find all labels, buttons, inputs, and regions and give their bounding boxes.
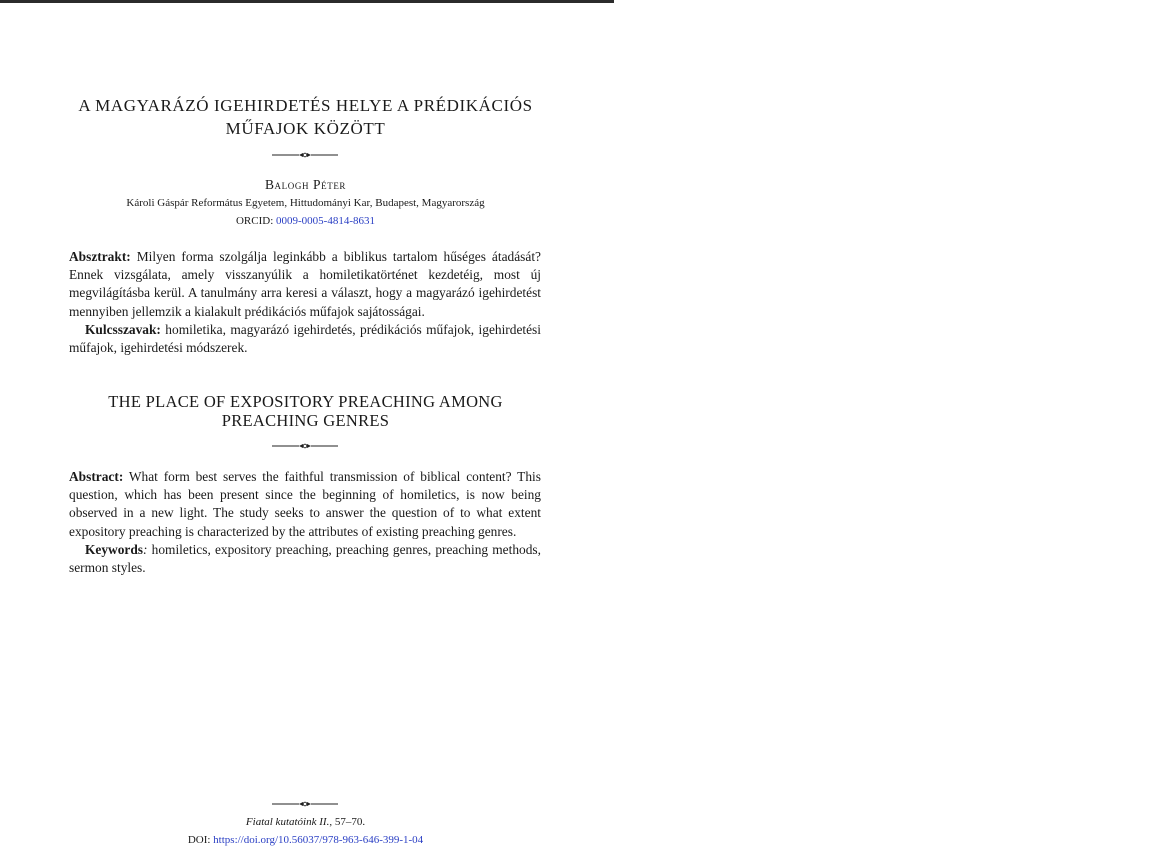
orcid-label: ORCID: — [235, 215, 277, 227]
english-keywords-label: Keywords — [85, 541, 144, 557]
english-title-line-1: THE PLACE OF EXPOSITORY PREACHING AMONG — [108, 392, 503, 411]
hungarian-abstract-label: Absztrakt: — [69, 249, 131, 264]
english-keywords-text: homiletics, expository preaching, preaching genres, preaching methods, sermon styles. — [69, 541, 541, 576]
hungarian-abstract-paragraph — [69, 248, 541, 321]
hungarian-abstract — [69, 248, 541, 357]
english-keywords-colon: : — [143, 541, 148, 557]
footer-doi — [40, 834, 571, 846]
orcid-link[interactable]: 0009-0005-4814-8631 — [276, 215, 376, 227]
hungarian-abstract-text: Milyen forma szolgálja leginkább a biblikus tartalom hűséges átadását? Ennek vizsgálata, amely visszanyúlik a homiletikatörténet kezdetéig, most új megvilágításba kerül. A tanulmány arra keresi a választ, hogy a magyarázó igehirdetést mennyiben jellemzik a kialakult prédikációs műfajok sajátosságai. — [69, 249, 541, 319]
footer-citation — [40, 816, 571, 828]
author-affiliation: Károli Gáspár Református Egyetem, Hittudományi Kar, Budapest, Magyarország — [126, 197, 485, 209]
english-abstract-label: Abstract: — [69, 469, 124, 484]
english-keywords — [69, 541, 541, 577]
english-abstract-paragraph — [69, 468, 541, 541]
hungarian-title-line-2: MŰFAJOK KÖZÖTT — [225, 119, 386, 138]
ornament-divider-icon — [272, 442, 338, 450]
hungarian-title-line-1: A MAGYARÁZÓ IGEHIRDETÉS HELYE A PRÉDIKÁCIÓS — [78, 96, 533, 115]
doi-link[interactable]: https://doi.org/10.56037/978-963-646-399-1-04 — [213, 834, 424, 846]
english-abstract — [69, 468, 541, 577]
ornament-divider-icon — [272, 151, 338, 159]
english-title-line-2: PREACHING GENRES — [221, 410, 390, 430]
english-title — [40, 393, 571, 430]
hungarian-keywords-label: Kulcsszavak: — [85, 321, 161, 337]
author-name: Balogh Péter — [264, 177, 347, 192]
orcid-line — [40, 215, 571, 227]
english-abstract-text: What form best serves the faithful transmission of biblical content? This question, which has been present since the beginning of homiletics, is now being observed in a new light. The study seeks to answer the question of to what extent expository preaching is characterized by the attributes of existing preaching genres. — [69, 469, 541, 539]
document-page — [0, 3, 614, 853]
hungarian-keywords — [69, 321, 541, 357]
citation-pages: 57–70. — [332, 816, 366, 828]
ornament-divider-icon — [272, 800, 338, 808]
citation-title: Fiatal kutatóink II., — [245, 816, 333, 828]
hungarian-title — [40, 94, 571, 140]
doi-label: DOI: — [187, 834, 214, 846]
hungarian-keywords-text: homiletika, magyarázó igehirdetés, prédikációs műfajok, igehirdetési műfajok, igehirdetési módszerek. — [69, 321, 541, 356]
